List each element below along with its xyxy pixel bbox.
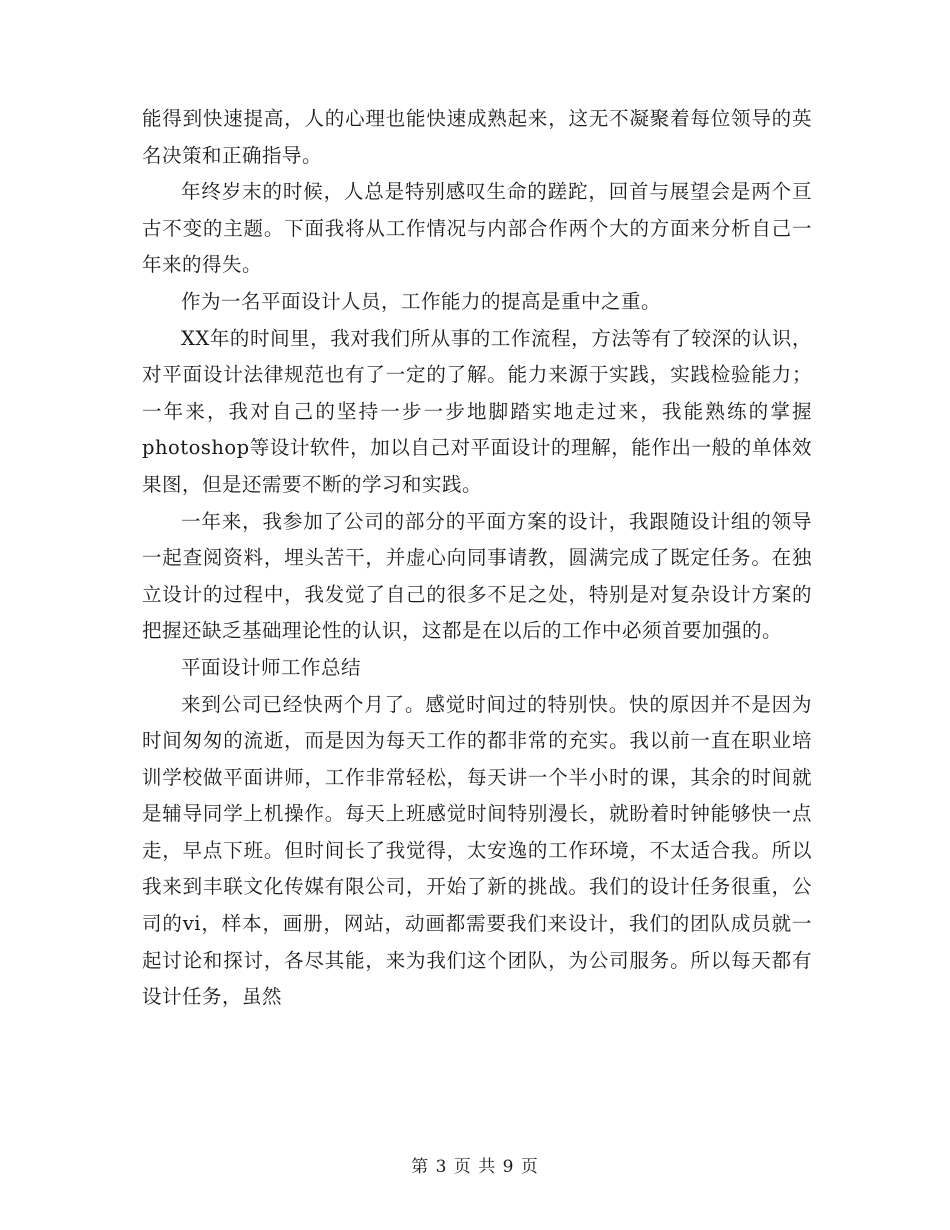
page-number-footer: 第 3 页 共 9 页 [411,1157,539,1177]
paragraph-6: 来到公司已经快两个月了。感觉时间过的特别快。快的原因并不是因为时间匆匆的流逝，而是因为每天工作的都非常的充实。我以前一直在职业培训学校做平面讲师，工作非常轻松，每天讲一个半小时的课，其余的时间就是辅导同学上机操作。每天上班感觉时间特别漫长，就盼着时钟能够快一点走，早点下班。但时间长了我觉得，太安逸的工作环境，不太适合我。所以我来到丰联文化传媒有限公司，开始了新的挑战。我们的设计任务很重，公司的vi，样本，画册，网站，动画都需要我们来设计，我们的团队成员就一起讨论和探讨，各尽其能，来为我们这个团队，为公司服务。所以每天都有设计任务，虽然 [142,692,812,1009]
document-body [142,101,812,1016]
paragraph-2: 年终岁末的时候，人总是特别感叹生命的蹉跎，回首与展望会是两个亘古不变的主题。下面我将从工作情况与内部合作两个大的方面来分析自己一年来的得失。 [142,180,812,277]
paragraph-1: 能得到快速提高，人的心理也能快速成熟起来，这无不凝聚着每位领导的英名决策和正确指导。 [142,107,812,167]
paragraph-3: 作为一名平面设计人员，工作能力的提高是重中之重。 [181,289,662,313]
paragraph-4: XX年的时间里，我对我们所从事的工作流程，方法等有了较深的认识，对平面设计法律规范也有了一定的了解。能力来源于实践，实践检验能力；一年来，我对自己的坚持一步一步地脚踏实地走过来，我能熟练的掌握photoshop等设计软件，加以自己对平面设计的理解，能作出一般的单体效果图，但是还需要不断的学习和实践。 [142,326,812,496]
section-heading: 平面设计师工作总结 [181,655,362,679]
paragraph-5: 一年来，我参加了公司的部分的平面方案的设计，我跟随设计组的领导一起查阅资料，埋头苦干，并虚心向同事请教，圆满完成了既定任务。在独立设计的过程中，我发觉了自己的很多不足之处，特别是对复杂设计方案的把握还缺乏基础理论性的认识，这都是在以后的工作中必须首要加强的。 [142,509,812,643]
